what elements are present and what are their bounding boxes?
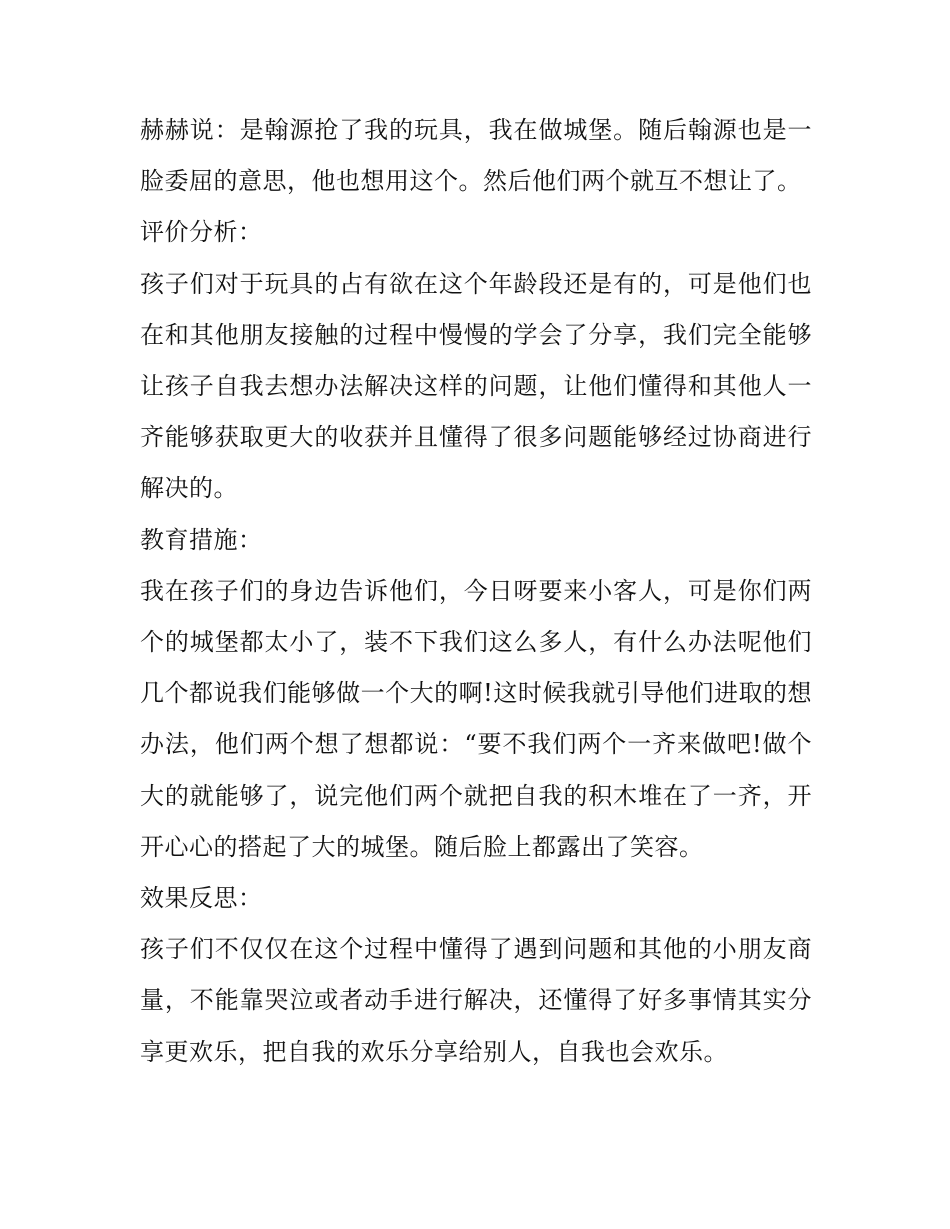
paragraph-education: 我在孩子们的身边告诉他们，今日呀要来小客人，可是你们两个的城堡都太小了，装不下我们这么多人，有什么办法呢他们几个都说我们能够做一个大的啊!这时候我就引导他们进取的想办法，他们两个想了想都说：“要不我们两个一齐来做吧!做个大的就能够了，说完他们两个就把自我的积木堆在了一齐，开开心心的搭起了大的城堡。随后脸上都露出了笑容。: [140, 576, 812, 861]
paragraph-evaluation: 孩子们对于玩具的占有欲在这个年龄段还是有的，可是他们也在和其他朋友接触的过程中慢慢的学会了分享，我们完全能够让孩子自我去想办法解决这样的问题，让他们懂得和其他人一齐能够获取更大的收获并且懂得了很多问题能够经过协商进行解决的。: [140, 269, 812, 503]
paragraph-reflection: 孩子们不仅仅在这个过程中懂得了遇到问题和其他的小朋友商量，不能靠哭泣或者动手进行解决，还懂得了好多事情其实分享更欢乐，把自我的欢乐分享给别人，自我也会欢乐。: [140, 935, 812, 1066]
paragraph-dialogue: 赫赫说：是翰源抢了我的玩具，我在做城堡。随后翰源也是一脸委屈的意思，他也想用这个。然后他们两个就互不想让了。: [140, 116, 812, 196]
heading-education-measures: 教育措施：: [140, 525, 263, 554]
heading-effect-reflection: 效果反思：: [140, 884, 263, 913]
document-body: [140, 105, 812, 1078]
heading-evaluation-analysis: 评价分析：: [140, 218, 263, 247]
